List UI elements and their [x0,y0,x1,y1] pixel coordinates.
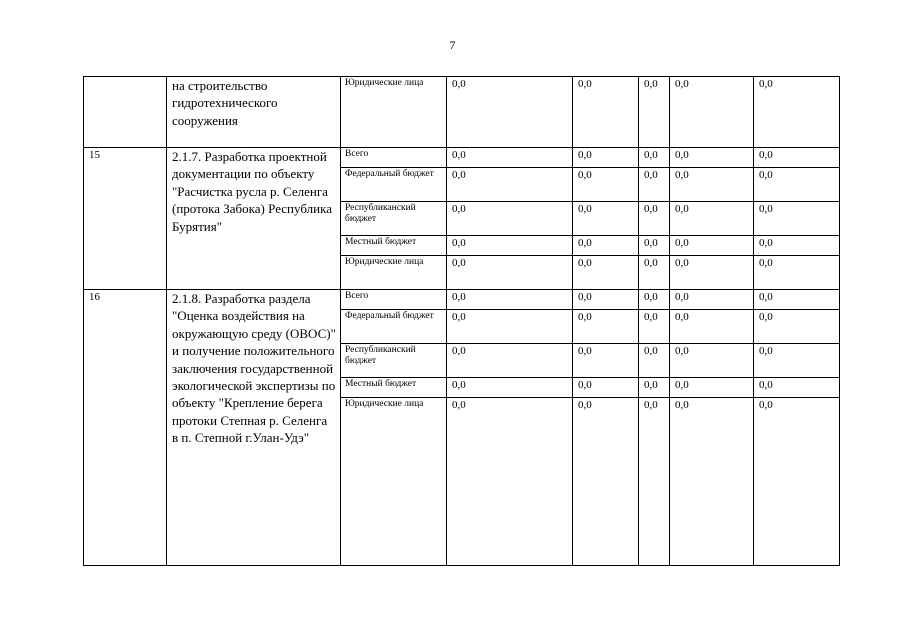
funding-source-cell: Юридические лица [341,256,447,290]
value-cell: 0,0 [754,398,840,566]
measure-name-cell: 2.1.7. Разработка проектной документации по объекту "Расчистка русла р. Селенга (протока Забока) Республика Бурятия" [167,148,341,290]
value-cell: 0,0 [447,256,573,290]
value-cell: 0,0 [670,344,754,378]
value-cell: 0,0 [639,290,670,310]
value-cell: 0,0 [754,77,840,148]
table-row [84,77,840,148]
value-cell: 0,0 [670,236,754,256]
funding-source-cell: Юридические лица [341,398,447,566]
funding-source-cell: Всего [341,148,447,168]
value-cell: 0,0 [573,168,639,202]
value-cell: 0,0 [670,77,754,148]
budget-table [83,76,840,566]
funding-source-cell: Республиканский бюджет [341,202,447,236]
value-cell: 0,0 [639,77,670,148]
value-cell: 0,0 [447,236,573,256]
page-number: 7 [449,38,456,52]
row-number-cell: 16 [84,290,167,566]
value-cell: 0,0 [754,344,840,378]
value-cell: 0,0 [639,378,670,398]
value-cell: 0,0 [447,148,573,168]
value-cell: 0,0 [573,344,639,378]
value-cell: 0,0 [573,398,639,566]
value-cell: 0,0 [670,148,754,168]
value-cell: 0,0 [670,378,754,398]
value-cell: 0,0 [573,310,639,344]
funding-source-cell: Юридические лица [341,77,447,148]
funding-source-cell: Республиканский бюджет [341,344,447,378]
value-cell: 0,0 [447,168,573,202]
value-cell: 0,0 [639,398,670,566]
value-cell: 0,0 [670,256,754,290]
row-number-cell: 15 [84,148,167,290]
measure-name-cell: 2.1.8. Разработка раздела "Оценка воздействия на окружающую среду (ОВОС)" и получение положительного заключения государственной экологической экспертизы по объекту "Крепление берега протоки Степная р. Селенга в п. Степной г.Улан-Удэ" [167,290,341,566]
value-cell: 0,0 [639,256,670,290]
value-cell: 0,0 [639,236,670,256]
value-cell: 0,0 [670,168,754,202]
value-cell: 0,0 [754,236,840,256]
value-cell: 0,0 [754,148,840,168]
value-cell: 0,0 [670,290,754,310]
value-cell: 0,0 [754,256,840,290]
value-cell: 0,0 [639,310,670,344]
value-cell: 0,0 [573,236,639,256]
value-cell: 0,0 [573,290,639,310]
value-cell: 0,0 [573,256,639,290]
value-cell: 0,0 [639,344,670,378]
value-cell: 0,0 [573,202,639,236]
funding-source-cell: Федеральный бюджет [341,310,447,344]
value-cell: 0,0 [447,290,573,310]
value-cell: 0,0 [639,168,670,202]
value-cell: 0,0 [639,148,670,168]
value-cell: 0,0 [447,398,573,566]
value-cell: 0,0 [670,310,754,344]
value-cell: 0,0 [754,310,840,344]
value-cell: 0,0 [754,202,840,236]
funding-source-cell: Местный бюджет [341,378,447,398]
value-cell: 0,0 [447,77,573,148]
value-cell: 0,0 [447,378,573,398]
value-cell: 0,0 [447,310,573,344]
value-cell: 0,0 [670,398,754,566]
value-cell: 0,0 [639,202,670,236]
value-cell: 0,0 [573,77,639,148]
table-row [84,290,840,310]
value-cell: 0,0 [670,202,754,236]
measure-name-cell: на строительство гидротехнического сооружения [167,77,341,148]
value-cell: 0,0 [573,148,639,168]
funding-source-cell: Федеральный бюджет [341,168,447,202]
value-cell: 0,0 [573,378,639,398]
table-row [84,148,840,168]
value-cell: 0,0 [447,202,573,236]
value-cell: 0,0 [447,344,573,378]
row-number-cell [84,77,167,148]
funding-source-cell: Местный бюджет [341,236,447,256]
value-cell: 0,0 [754,168,840,202]
value-cell: 0,0 [754,378,840,398]
funding-source-cell: Всего [341,290,447,310]
value-cell: 0,0 [754,290,840,310]
